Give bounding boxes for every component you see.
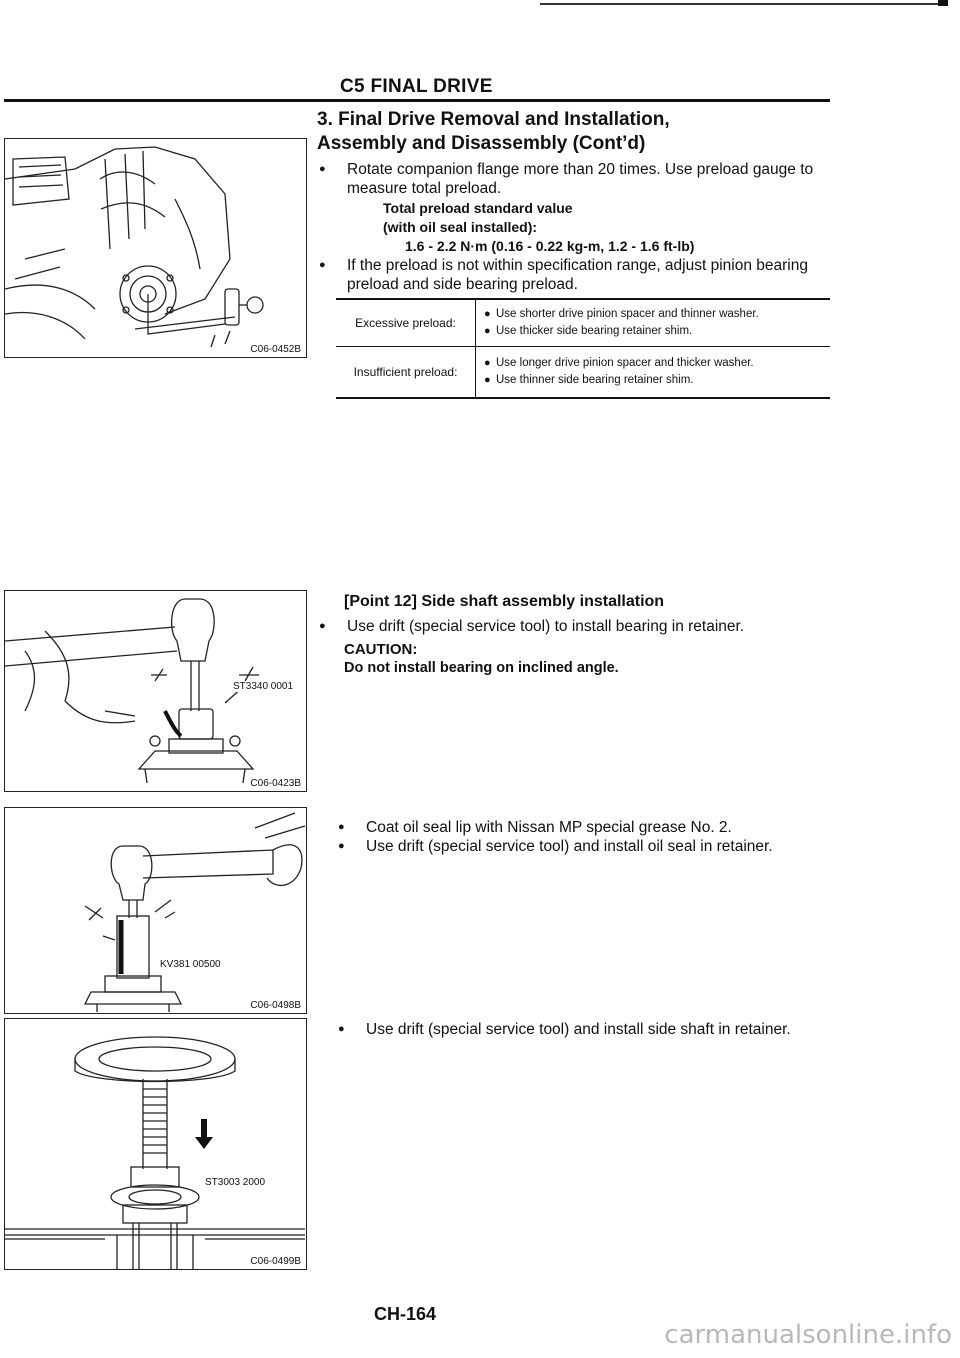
figure-side-shaft-press bbox=[4, 1018, 307, 1270]
caution-label: CAUTION: bbox=[344, 641, 418, 658]
spec-value: 1.6 - 2.2 N·m (0.16 - 0.22 kg-m, 1.2 - 1.6 ft-lb) bbox=[405, 238, 695, 254]
table-action: ● Use thinner side bearing retainer shim. bbox=[482, 372, 830, 389]
chapter-title: C5 FINAL DRIVE bbox=[340, 76, 493, 97]
tool-number: KV381 00500 bbox=[160, 959, 221, 970]
preload-bullet-1: ● Rotate companion flange more than 20 times. Use preload gauge to measure total preload. bbox=[317, 160, 829, 198]
table-condition: Excessive preload: bbox=[336, 299, 476, 347]
table-action: ● Use longer drive pinion spacer and thicker washer. bbox=[482, 355, 830, 372]
figure-oil-seal-drift bbox=[4, 807, 307, 1014]
section-title bbox=[317, 108, 837, 156]
corner-mark bbox=[938, 0, 948, 6]
preload-table bbox=[336, 298, 830, 399]
point12-bullet-4: ● Use drift (special service tool) and install side shaft in retainer. bbox=[336, 1020, 830, 1039]
page-number: CH-164 bbox=[374, 1304, 437, 1324]
side-shaft-block bbox=[336, 1020, 830, 1039]
table-row bbox=[336, 347, 830, 399]
preload-gauge-illustration bbox=[5, 139, 306, 357]
preload-bullet-2: ● If the preload is not within specification range, adjust pinion bearing preload and side bearing preload. bbox=[317, 256, 829, 294]
table-actions bbox=[476, 347, 831, 399]
watermark: carmanualsonline.info bbox=[664, 1320, 952, 1350]
top-rule bbox=[540, 3, 940, 5]
table-action: ● Use thicker side bearing retainer shim. bbox=[482, 323, 830, 340]
section-title-line2: Assembly and Disassembly (Cont’d) bbox=[317, 133, 646, 154]
figure-id: C06-0452B bbox=[250, 344, 301, 355]
table-condition: Insufficient preload: bbox=[336, 347, 476, 399]
tool-number: ST3003 2000 bbox=[205, 1177, 266, 1188]
spec-label-1: Total preload standard value bbox=[383, 200, 573, 216]
figure-id: C06-0498B bbox=[250, 1000, 301, 1011]
figure-preload-gauge bbox=[4, 138, 307, 358]
table-actions bbox=[476, 299, 831, 347]
section-title-line1: 3. Final Drive Removal and Installation, bbox=[317, 109, 670, 130]
figure-id: C06-0423B bbox=[250, 778, 301, 789]
point12-bullet-2: ● Coat oil seal lip with Nissan MP special grease No. 2. bbox=[336, 818, 830, 837]
table-row bbox=[336, 299, 830, 347]
point12-title: [Point 12] Side shaft assembly installation bbox=[344, 593, 665, 610]
figure-id: C06-0499B bbox=[250, 1256, 301, 1267]
table-action: ● Use shorter drive pinion spacer and thinner washer. bbox=[482, 306, 830, 323]
side-shaft-press-illustration bbox=[5, 1019, 306, 1269]
header-rule bbox=[4, 99, 830, 102]
tool-number: ST3340 0001 bbox=[233, 681, 294, 692]
point12-bullet-3: ● Use drift (special service tool) and install oil seal in retainer. bbox=[336, 837, 830, 856]
point12-block bbox=[317, 617, 837, 678]
spec-label-2: (with oil seal installed): bbox=[383, 219, 538, 235]
figure-bearing-drift bbox=[4, 590, 307, 792]
preload-block bbox=[317, 160, 829, 294]
caution-text: Do not install bearing on inclined angle. bbox=[344, 660, 619, 676]
preload-spec bbox=[317, 199, 829, 256]
oil-seal-drift-illustration bbox=[5, 808, 306, 1013]
point12-bullet-1: ● Use drift (special service tool) to install bearing in retainer. bbox=[317, 617, 837, 636]
oil-seal-block bbox=[336, 818, 830, 856]
